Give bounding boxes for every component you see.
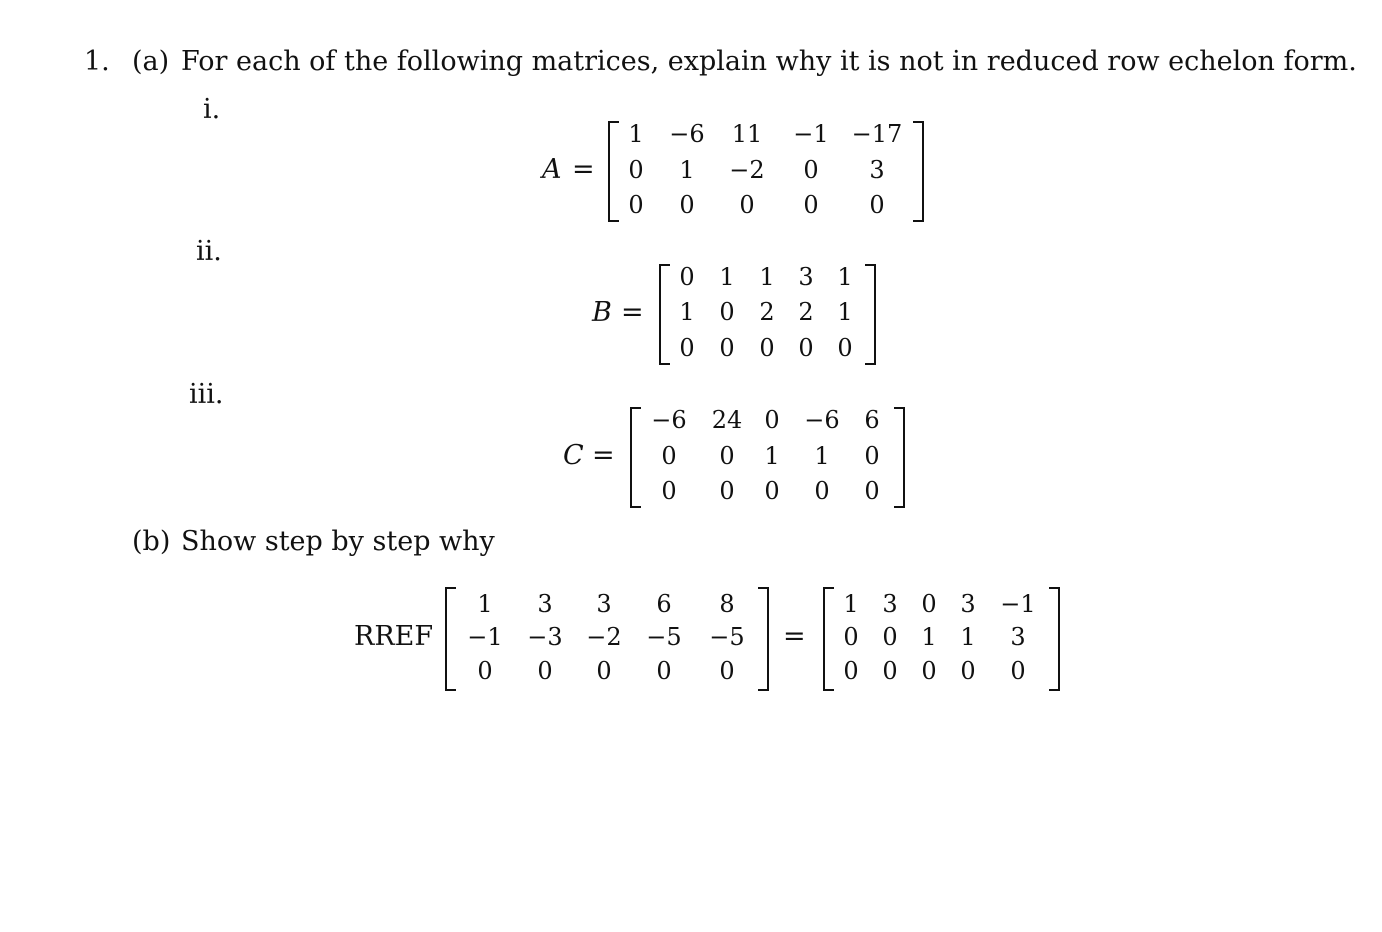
matrix-cell: 0: [679, 334, 695, 362]
matrix-cell: 1: [837, 298, 853, 326]
part-b-label: (b): [132, 526, 171, 557]
matrix-cell: 0: [719, 477, 735, 505]
matrix-cell: 3: [960, 590, 976, 618]
matrix-cell: −3: [527, 623, 563, 651]
matrix-cell: 0: [656, 657, 672, 685]
matrix-cell: 0: [814, 477, 830, 505]
matrix-cell: 1: [837, 263, 853, 291]
matrix-cell: 0: [803, 156, 819, 184]
problem-number: 1.: [84, 46, 110, 77]
matrix-cell: 0: [864, 477, 880, 505]
item-label-i: i.: [203, 94, 221, 125]
matrix-cell: 1: [843, 590, 859, 618]
matrix-a-name: A: [542, 154, 562, 185]
matrix-cell: 1: [759, 263, 775, 291]
matrix-cell: 0: [719, 442, 735, 470]
matrix-b-name: B: [592, 297, 612, 328]
matrix-cell: 0: [1010, 657, 1026, 685]
matrix-cell: 0: [679, 191, 695, 219]
matrix-cell: 6: [864, 406, 880, 434]
left-bracket: [659, 264, 670, 365]
matrix-cell: 1: [628, 120, 644, 148]
matrix-c-equals: =: [592, 440, 615, 471]
matrix-cell: 0: [882, 657, 898, 685]
matrix-a-equals: =: [572, 154, 595, 185]
matrix-cell: 1: [679, 298, 695, 326]
matrix-cell: 24: [711, 406, 743, 434]
item-label-iii: iii.: [189, 379, 224, 410]
matrix-cell: −1: [467, 623, 503, 651]
left-bracket: [630, 407, 641, 508]
right-bracket: [894, 407, 905, 508]
right-bracket: [1049, 587, 1060, 691]
matrix-cell: 0: [739, 191, 755, 219]
matrix-cell: 1: [719, 263, 735, 291]
matrix-cell: 0: [837, 334, 853, 362]
left-bracket: [823, 587, 834, 691]
matrix-cell: −1: [1000, 590, 1036, 618]
matrix-cell: 0: [803, 191, 819, 219]
item-label-ii: ii.: [196, 236, 222, 267]
matrix-cell: −6: [804, 406, 840, 434]
matrix-cell: 0: [764, 406, 780, 434]
matrix-cell: 0: [719, 298, 735, 326]
rref-function-label: RREF: [354, 621, 434, 652]
rref-equals: =: [783, 621, 806, 652]
left-bracket: [608, 121, 619, 222]
matrix-cell: −17: [851, 120, 903, 148]
left-bracket: [445, 587, 456, 691]
matrix-cell: 0: [477, 657, 493, 685]
matrix-cell: −1: [793, 120, 829, 148]
matrix-cell: −2: [586, 623, 622, 651]
matrix-cell: 2: [759, 298, 775, 326]
matrix-cell: 0: [596, 657, 612, 685]
matrix-cell: 1: [764, 442, 780, 470]
matrix-cell: 1: [679, 156, 695, 184]
matrix-c-name: C: [563, 440, 584, 471]
matrix-cell: 0: [719, 657, 735, 685]
matrix-cell: 1: [960, 623, 976, 651]
matrix-cell: 1: [921, 623, 937, 651]
matrix-cell: 3: [798, 263, 814, 291]
part-b-text: Show step by step why: [181, 526, 495, 557]
right-bracket: [758, 587, 769, 691]
matrix-cell: 0: [764, 477, 780, 505]
matrix-cell: 1: [814, 442, 830, 470]
matrix-cell: 0: [843, 623, 859, 651]
matrix-cell: 0: [679, 263, 695, 291]
matrix-cell: 3: [1010, 623, 1026, 651]
matrix-cell: 0: [661, 442, 677, 470]
right-bracket: [913, 121, 924, 222]
matrix-cell: 0: [759, 334, 775, 362]
matrix-cell: −5: [709, 623, 745, 651]
matrix-cell: 1: [477, 590, 493, 618]
matrix-cell: 11: [731, 120, 763, 148]
matrix-b-equals: =: [621, 297, 644, 328]
part-a-text: For each of the following matrices, explain why it is not in reduced row echelon form.: [181, 46, 1357, 77]
matrix-cell: 0: [628, 191, 644, 219]
matrix-cell: 0: [921, 657, 937, 685]
matrix-cell: 0: [843, 657, 859, 685]
matrix-cell: 3: [596, 590, 612, 618]
matrix-cell: 3: [537, 590, 553, 618]
matrix-cell: −6: [669, 120, 705, 148]
matrix-cell: 8: [719, 590, 735, 618]
matrix-cell: 0: [960, 657, 976, 685]
matrix-cell: 0: [869, 191, 885, 219]
matrix-cell: 0: [661, 477, 677, 505]
matrix-cell: 0: [719, 334, 735, 362]
matrix-cell: 0: [798, 334, 814, 362]
matrix-cell: 0: [882, 623, 898, 651]
right-bracket: [865, 264, 876, 365]
matrix-cell: −2: [729, 156, 765, 184]
matrix-cell: 0: [537, 657, 553, 685]
part-a-label: (a): [132, 46, 170, 77]
matrix-cell: 0: [864, 442, 880, 470]
matrix-cell: 0: [628, 156, 644, 184]
matrix-cell: −6: [651, 406, 687, 434]
matrix-cell: −5: [646, 623, 682, 651]
matrix-cell: 2: [798, 298, 814, 326]
matrix-cell: 6: [656, 590, 672, 618]
matrix-cell: 3: [869, 156, 885, 184]
matrix-cell: 3: [882, 590, 898, 618]
matrix-cell: 0: [921, 590, 937, 618]
